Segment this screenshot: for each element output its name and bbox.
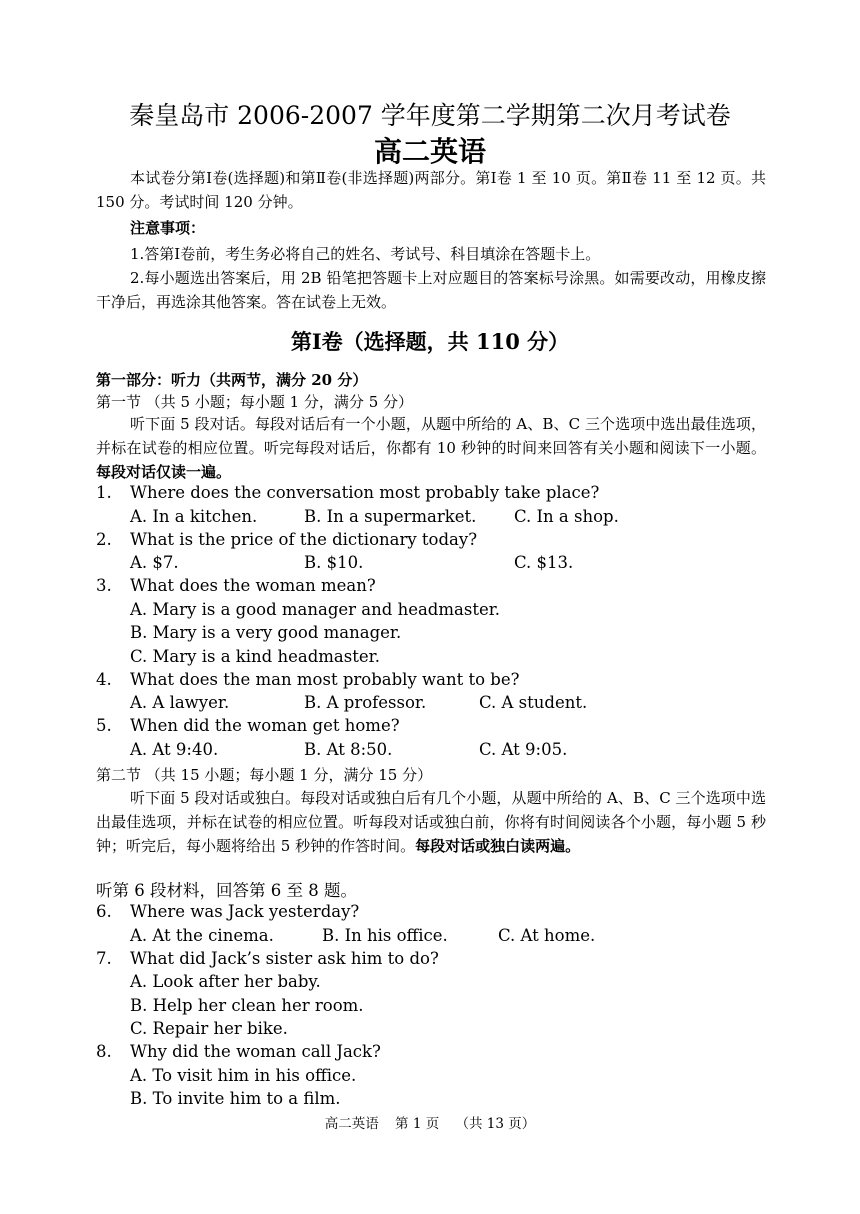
notice-item-2: 2.每小题选出答案后，用 2B 铅笔把答题卡上对应题目的答案标号涂黑。如需要改动，用橡皮擦干净后，再选涂其他答案。答在试卷上无效。 (96, 269, 766, 311)
question-5 (96, 716, 400, 735)
intro-text: 本试卷分第Ⅰ卷(选择题)和第Ⅱ卷(非选择题)两部分。第Ⅰ卷 1 至 10 页。第Ⅱ卷 11 至 12 页。共 150 分。考试时间 120 分钟。 (96, 169, 766, 211)
q4-option-a: A. A lawyer. (130, 693, 230, 712)
exam-title: 秦皇岛市 2006-2007 学年度第二学期第二次月考试卷 (129, 101, 731, 130)
section1-instructions-text: 听下面 5 段对话。每段对话后有一个小题，从题中所给的 A、B、C 三个选项中选出最佳选项，并标在试卷的相应位置。听完每段对话后，你都有 10 秒钟的时间来回答有关小题和阅读下一小题。 (96, 415, 766, 457)
question-text: Why did the woman call Jack? (130, 1042, 381, 1061)
q3-option-a: A. Mary is a good manager and headmaster. (130, 600, 501, 619)
section2-heading: 第二节 （共 15 小题；每小题 1 分，满分 15 分） (96, 766, 433, 784)
question-number: 2. (96, 530, 112, 549)
question-8 (96, 1042, 381, 1061)
q5-option-c: C. At 9:05. (479, 740, 568, 759)
q7-option-c: C. Repair her bike. (130, 1019, 288, 1038)
notice-item-1: 1.答第Ⅰ卷前，考生务必将自己的姓名、考试号、科目填涂在答题卡上。 (130, 245, 601, 263)
footer-subject: 高二英语 (324, 1116, 379, 1132)
question-4 (96, 670, 519, 689)
q3-option-c: C. Mary is a kind headmaster. (130, 647, 380, 666)
notice-title: 注意事项： (130, 219, 206, 237)
part1-heading: 第一部分：听力（共两节，满分 20 分） (96, 371, 368, 389)
q7-option-a: A. Look after her baby. (130, 972, 321, 991)
section2-instructions-text: 听下面 5 段对话或独白。每段对话或独白后有几个小题，从题中所给的 A、B、C 三个选项中选出最佳选项，并标在试卷的相应位置。听每段对话或独白前，你将有时间阅读各个小题，每小题 5 秒钟；听完后，每小题将给出 5 秒钟的作答时间。 (96, 789, 766, 855)
question-number: 7. (96, 949, 112, 968)
q1-option-c: C. In a shop. (514, 507, 619, 526)
question-text: What is the price of the dictionary today? (130, 530, 478, 549)
q1-option-b: B. In a supermarket. (304, 507, 477, 526)
footer-page-number: 第 1 页 (395, 1116, 440, 1132)
question-text: What does the woman mean? (130, 576, 376, 595)
q8-option-a: A. To visit him in his office. (130, 1066, 357, 1085)
question-number: 5. (96, 716, 112, 735)
question-2 (96, 530, 477, 549)
section2-instructions-bold: 每段对话或独白读两遍。 (415, 837, 581, 855)
q2-option-a: A. $7. (130, 553, 179, 572)
q5-option-a: A. At 9:40. (130, 740, 219, 759)
q7-option-b: B. Help her clean her room. (130, 996, 364, 1015)
q8-option-b: B. To invite him to a film. (130, 1089, 341, 1108)
question-text: What does the man most probably want to be? (130, 670, 520, 689)
subject-title: 高二英语 (373, 135, 486, 168)
page-footer (0, 1112, 860, 1132)
q6-option-c: C. At home. (498, 926, 596, 945)
question-7 (96, 949, 439, 968)
section1-heading: 第一节 （共 5 小题；每小题 1 分，满分 5 分） (96, 393, 414, 411)
q1-option-a: A. In a kitchen. (130, 507, 258, 526)
question-3 (96, 576, 376, 595)
section1-instructions (96, 412, 766, 484)
question-number: 8. (96, 1042, 112, 1061)
section-title: 第Ⅰ卷（选择题，共 110 分） (290, 329, 570, 354)
q6-option-a: A. At the cinema. (130, 926, 274, 945)
q6-option-b: B. In his office. (322, 926, 448, 945)
q5-option-b: B. At 8:50. (304, 740, 393, 759)
footer-total-pages: （共 13 页） (455, 1116, 536, 1132)
material-6-note: 听第 6 段材料，回答第 6 至 8 题。 (96, 881, 357, 900)
question-number: 4. (96, 670, 112, 689)
question-number: 3. (96, 576, 112, 595)
q3-option-b: B. Mary is a very good manager. (130, 623, 402, 642)
question-number: 1. (96, 483, 112, 502)
section2-instructions (96, 786, 766, 858)
section1-instructions-bold: 每段对话仅读一遍。 (96, 463, 232, 481)
question-1 (96, 483, 599, 502)
q4-option-c: C. A student. (479, 693, 588, 712)
question-text: When did the woman get home? (130, 716, 400, 735)
question-text: Where was Jack yesterday? (130, 902, 360, 921)
question-text: What did Jack’s sister ask him to do? (130, 949, 439, 968)
q4-option-b: B. A professor. (304, 693, 427, 712)
question-number: 6. (96, 902, 112, 921)
question-6 (96, 902, 359, 921)
question-text: Where does the conversation most probably take place? (130, 483, 600, 502)
q2-option-c: C. $13. (514, 553, 574, 572)
q2-option-b: B. $10. (304, 553, 364, 572)
